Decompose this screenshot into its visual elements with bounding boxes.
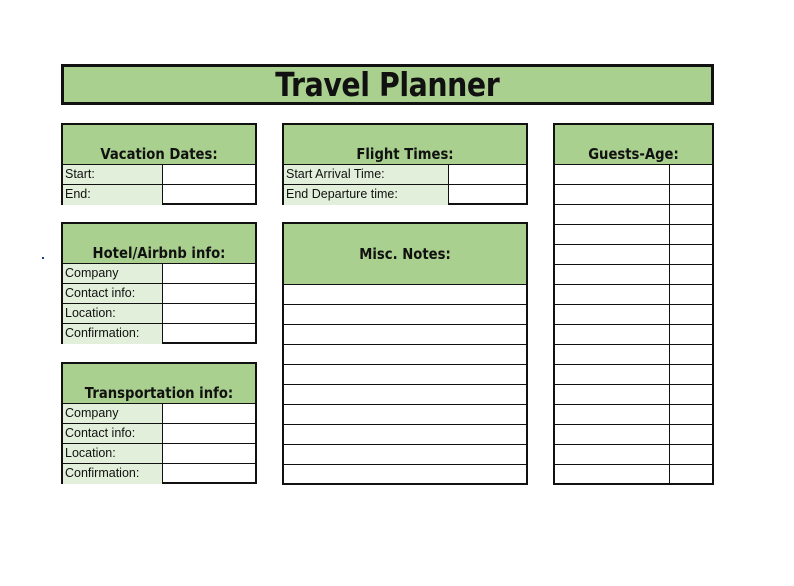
guest-age-field[interactable] — [669, 425, 712, 444]
guest-row — [555, 385, 712, 405]
guest-row — [555, 465, 712, 485]
transport-row-location — [63, 444, 255, 464]
misc-note-line[interactable] — [284, 445, 526, 465]
flight-departure-field[interactable] — [449, 185, 526, 205]
guest-age-field[interactable] — [669, 445, 712, 464]
guest-age-field[interactable] — [669, 225, 712, 244]
guest-age-field[interactable] — [669, 185, 712, 204]
hotel-row-contact — [63, 284, 255, 304]
misc-note-line[interactable] — [284, 465, 526, 485]
guest-name-field[interactable] — [555, 365, 669, 384]
misc-note-line[interactable] — [284, 325, 526, 345]
flight-times-header: Flight Times: — [284, 125, 526, 165]
guest-name-field[interactable] — [555, 405, 669, 424]
misc-note-line[interactable] — [284, 385, 526, 405]
transport-confirmation-field[interactable] — [163, 464, 255, 484]
guest-name-field[interactable] — [555, 245, 669, 264]
guest-age-field[interactable] — [669, 205, 712, 224]
misc-note-line[interactable] — [284, 305, 526, 325]
misc-note-line[interactable] — [284, 345, 526, 365]
transport-contact-label: Contact info: — [63, 424, 163, 443]
transport-contact-field[interactable] — [163, 424, 255, 443]
transport-row-contact — [63, 424, 255, 444]
guests-age-header: Guests-Age: — [555, 125, 712, 165]
guest-row — [555, 285, 712, 305]
guest-row — [555, 365, 712, 385]
guest-row — [555, 225, 712, 245]
guest-name-field[interactable] — [555, 385, 669, 404]
misc-notes-header: Misc. Notes: — [284, 224, 526, 285]
guest-name-field[interactable] — [555, 305, 669, 324]
guest-row — [555, 265, 712, 285]
hotel-location-label: Location: — [63, 304, 163, 323]
guest-row — [555, 245, 712, 265]
hotel-location-field[interactable] — [163, 304, 255, 323]
vacation-row-end — [63, 185, 255, 205]
vacation-end-label: End: — [63, 185, 163, 205]
flight-row-arrival — [284, 165, 526, 185]
guest-age-field[interactable] — [669, 165, 712, 184]
guest-name-field[interactable] — [555, 185, 669, 204]
hotel-confirmation-label: Confirmation: — [63, 324, 163, 344]
stray-dot — [42, 257, 44, 259]
vacation-row-start — [63, 165, 255, 185]
hotel-row-confirmation — [63, 324, 255, 344]
guest-age-field[interactable] — [669, 265, 712, 284]
guest-age-field[interactable] — [669, 285, 712, 304]
transport-company-field[interactable] — [163, 404, 255, 423]
transport-location-label: Location: — [63, 444, 163, 463]
guest-row — [555, 205, 712, 225]
guest-name-field[interactable] — [555, 265, 669, 284]
guest-row — [555, 305, 712, 325]
guest-name-field[interactable] — [555, 165, 669, 184]
hotel-contact-field[interactable] — [163, 284, 255, 303]
guest-age-field[interactable] — [669, 385, 712, 404]
vacation-start-label: Start: — [63, 165, 163, 184]
transport-confirmation-label: Confirmation: — [63, 464, 163, 484]
vacation-dates-header: Vacation Dates: — [63, 125, 255, 165]
guest-name-field[interactable] — [555, 325, 669, 344]
guest-row — [555, 325, 712, 345]
guest-age-field[interactable] — [669, 465, 712, 485]
guest-row — [555, 445, 712, 465]
misc-note-line[interactable] — [284, 405, 526, 425]
flight-arrival-label: Start Arrival Time: — [284, 165, 449, 184]
hotel-company-field[interactable] — [163, 264, 255, 283]
guest-age-field[interactable] — [669, 325, 712, 344]
transport-company-label: Company — [63, 404, 163, 423]
transport-location-field[interactable] — [163, 444, 255, 463]
guest-age-field[interactable] — [669, 365, 712, 384]
flight-arrival-field[interactable] — [449, 165, 526, 184]
guest-row — [555, 185, 712, 205]
guests-age-section — [553, 123, 714, 485]
hotel-contact-label: Contact info: — [63, 284, 163, 303]
misc-note-line[interactable] — [284, 285, 526, 305]
hotel-info-header: Hotel/Airbnb info: — [63, 224, 255, 264]
page-title: Travel Planner — [61, 64, 714, 105]
guest-name-field[interactable] — [555, 425, 669, 444]
guest-name-field[interactable] — [555, 345, 669, 364]
guest-row — [555, 405, 712, 425]
guest-age-field[interactable] — [669, 305, 712, 324]
guest-name-field[interactable] — [555, 465, 669, 485]
hotel-row-location — [63, 304, 255, 324]
transportation-info-header: Transportation info: — [63, 364, 255, 404]
misc-note-line[interactable] — [284, 365, 526, 385]
misc-note-line[interactable] — [284, 425, 526, 445]
hotel-company-label: Company — [63, 264, 163, 283]
vacation-start-field[interactable] — [163, 165, 255, 184]
guest-name-field[interactable] — [555, 285, 669, 304]
guest-row — [555, 345, 712, 365]
misc-notes-section — [282, 222, 528, 485]
guest-name-field[interactable] — [555, 445, 669, 464]
guest-name-field[interactable] — [555, 225, 669, 244]
flight-row-departure — [284, 185, 526, 205]
vacation-dates-section — [61, 123, 257, 205]
hotel-info-section — [61, 222, 257, 344]
guest-age-field[interactable] — [669, 345, 712, 364]
transport-row-confirmation — [63, 464, 255, 484]
guest-row — [555, 165, 712, 185]
guest-row — [555, 425, 712, 445]
guest-name-field[interactable] — [555, 205, 669, 224]
vacation-end-field[interactable] — [163, 185, 255, 205]
guest-age-field[interactable] — [669, 245, 712, 264]
hotel-row-company — [63, 264, 255, 284]
flight-departure-label: End Departure time: — [284, 185, 449, 205]
guest-age-field[interactable] — [669, 405, 712, 424]
hotel-confirmation-field[interactable] — [163, 324, 255, 344]
transport-row-company — [63, 404, 255, 424]
transportation-info-section — [61, 362, 257, 484]
flight-times-section — [282, 123, 528, 205]
